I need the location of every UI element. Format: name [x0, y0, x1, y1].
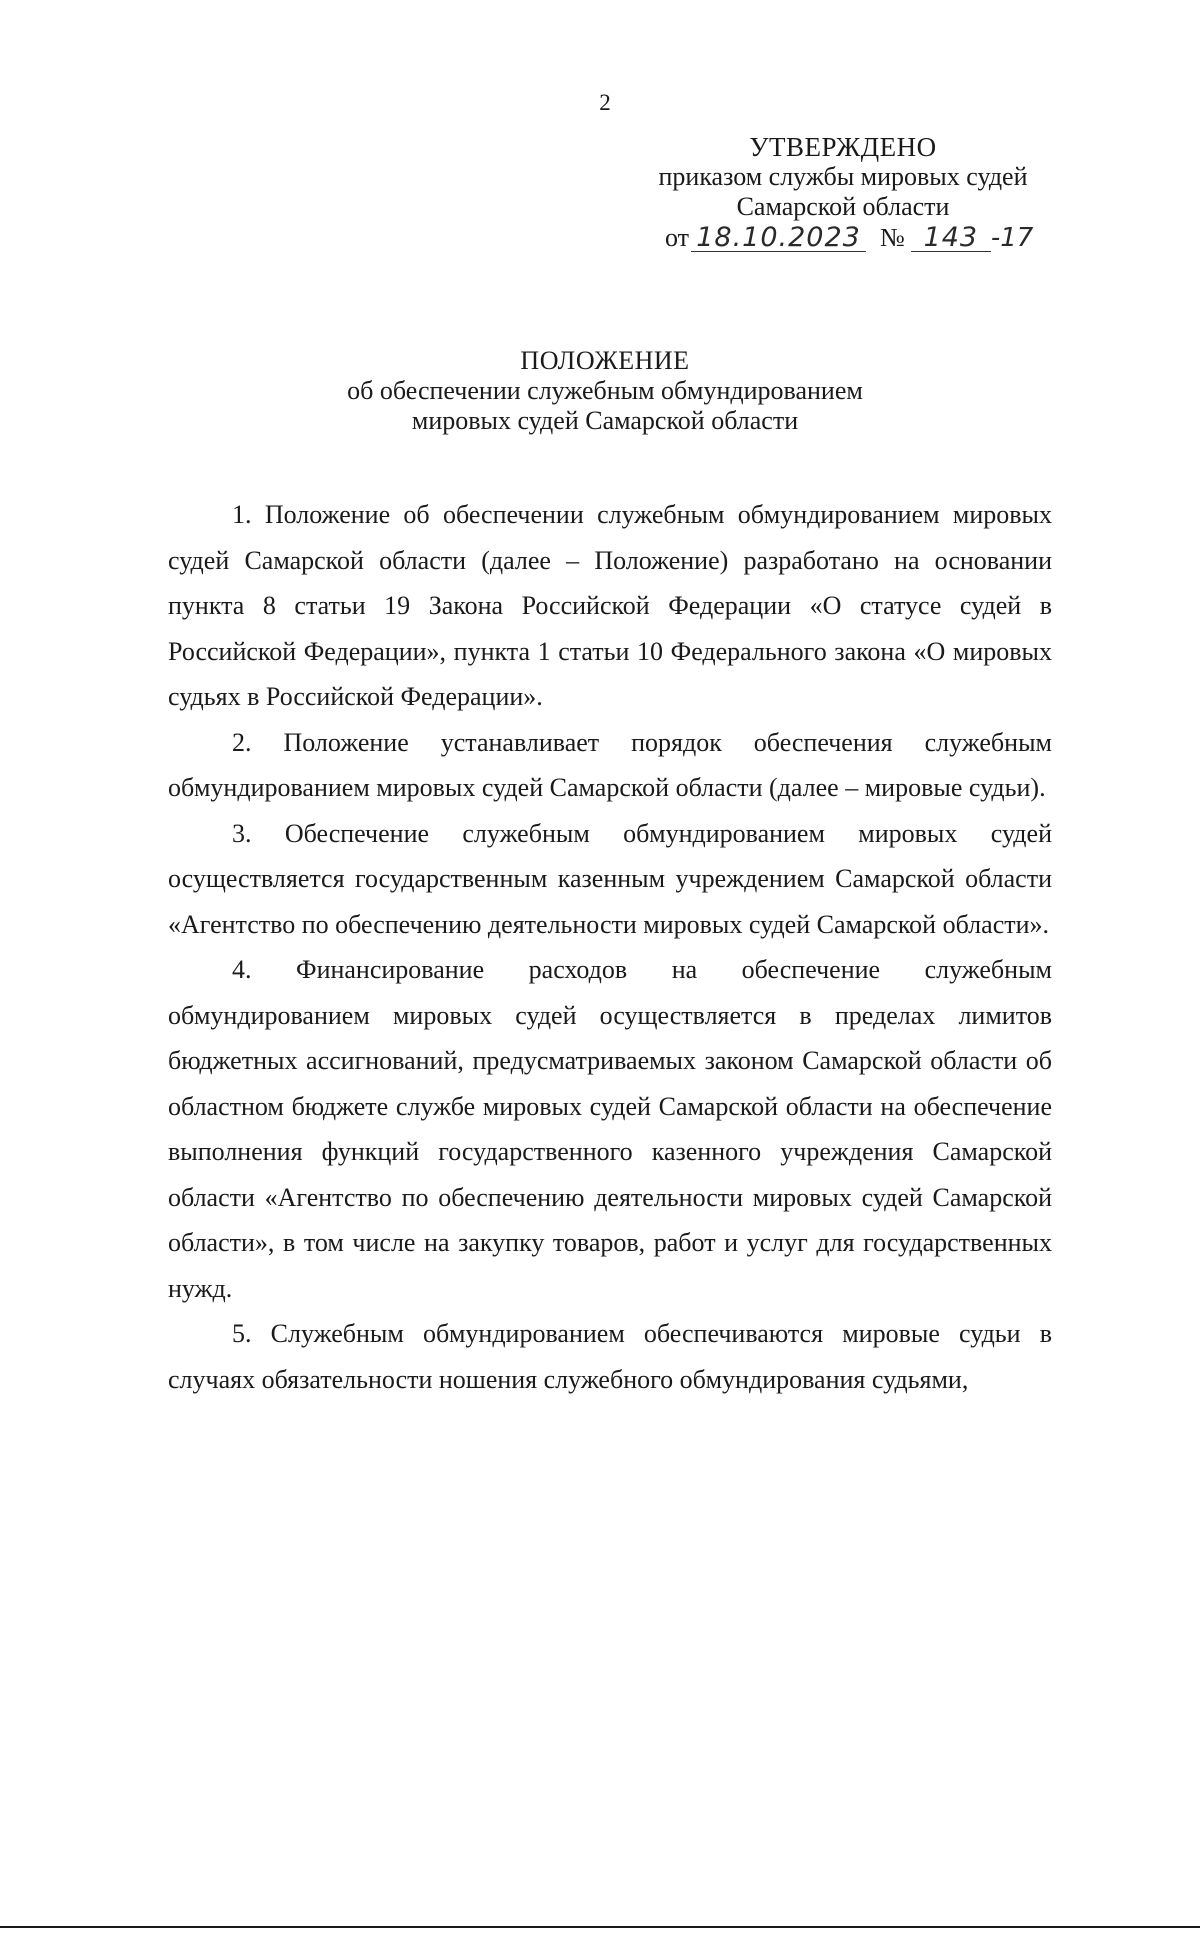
number-sign: №: [880, 223, 905, 252]
document-title: ПОЛОЖЕНИЕ: [520, 346, 690, 375]
paragraph-3: 3. Обеспечение служебным обмундированием мировых судей осуществляется государственным казенным учреждением Самарской области «Агентство по обеспечению деятельности мировых судей Самарской области».: [168, 818, 1052, 939]
handwritten-order-suffix: -17: [990, 223, 1034, 253]
document-subtitle-line-1: об обеспечении служебным обмундированием: [347, 376, 863, 405]
document-subtitle-line-2: мировых судей Самарской области: [411, 406, 799, 435]
page-bottom-edge: [0, 1926, 1200, 1928]
paragraph-1: 1. Положение об обеспечении служебным обмундированием мировых судей Самарской области (далее – Положение) разработано на основании пункта 8 статьи 19 Закона Российской Федерации «О статусе судей в Российской Федерации», пункта 1 статьи 10 Федерального закона «О мировых судьях в Российской Федерации».: [168, 500, 1052, 711]
paragraph-4: 4. Финансирование расходов на обеспечение служебным обмундированием мировых судей осуществляется в пределах лимитов бюджетных ассигнований, предусматриваемых законом Самарской области об областном бюджете службе мировых судей Самарской области на обеспечение выполнения функций государственного казенного учреждения Самарской области «Агентство по обеспечению деятельности мировых судей Самарской области», в том числе на закупку товаров, работ и услуг для государственных нужд.: [168, 955, 1052, 1303]
approval-region-line: Самарской области: [736, 192, 950, 221]
document-title-block: [0, 346, 1200, 436]
handwritten-date: 18.10.2023: [691, 225, 866, 252]
paragraph-5: 5. Служебным обмундированием обеспечиваются мировые судьи в случаях обязательности ношения служебного обмундирования судьями,: [168, 1319, 1052, 1394]
document-body: [168, 492, 1052, 1402]
page-number: 2: [599, 90, 611, 115]
approval-stamp-block: [608, 132, 1078, 253]
approved-heading: УТВЕРЖДЕНО: [749, 132, 937, 162]
paragraph-2: 2. Положение устанавливает порядок обеспечения служебным обмундированием мировых судей Самарской области (далее – мировые судьи).: [168, 727, 1052, 802]
approval-order-line: приказом службы мировых судей: [658, 162, 1028, 191]
handwritten-order-number: 143: [911, 225, 991, 252]
date-prefix: от: [665, 223, 690, 252]
approval-date-line: [608, 223, 1078, 253]
